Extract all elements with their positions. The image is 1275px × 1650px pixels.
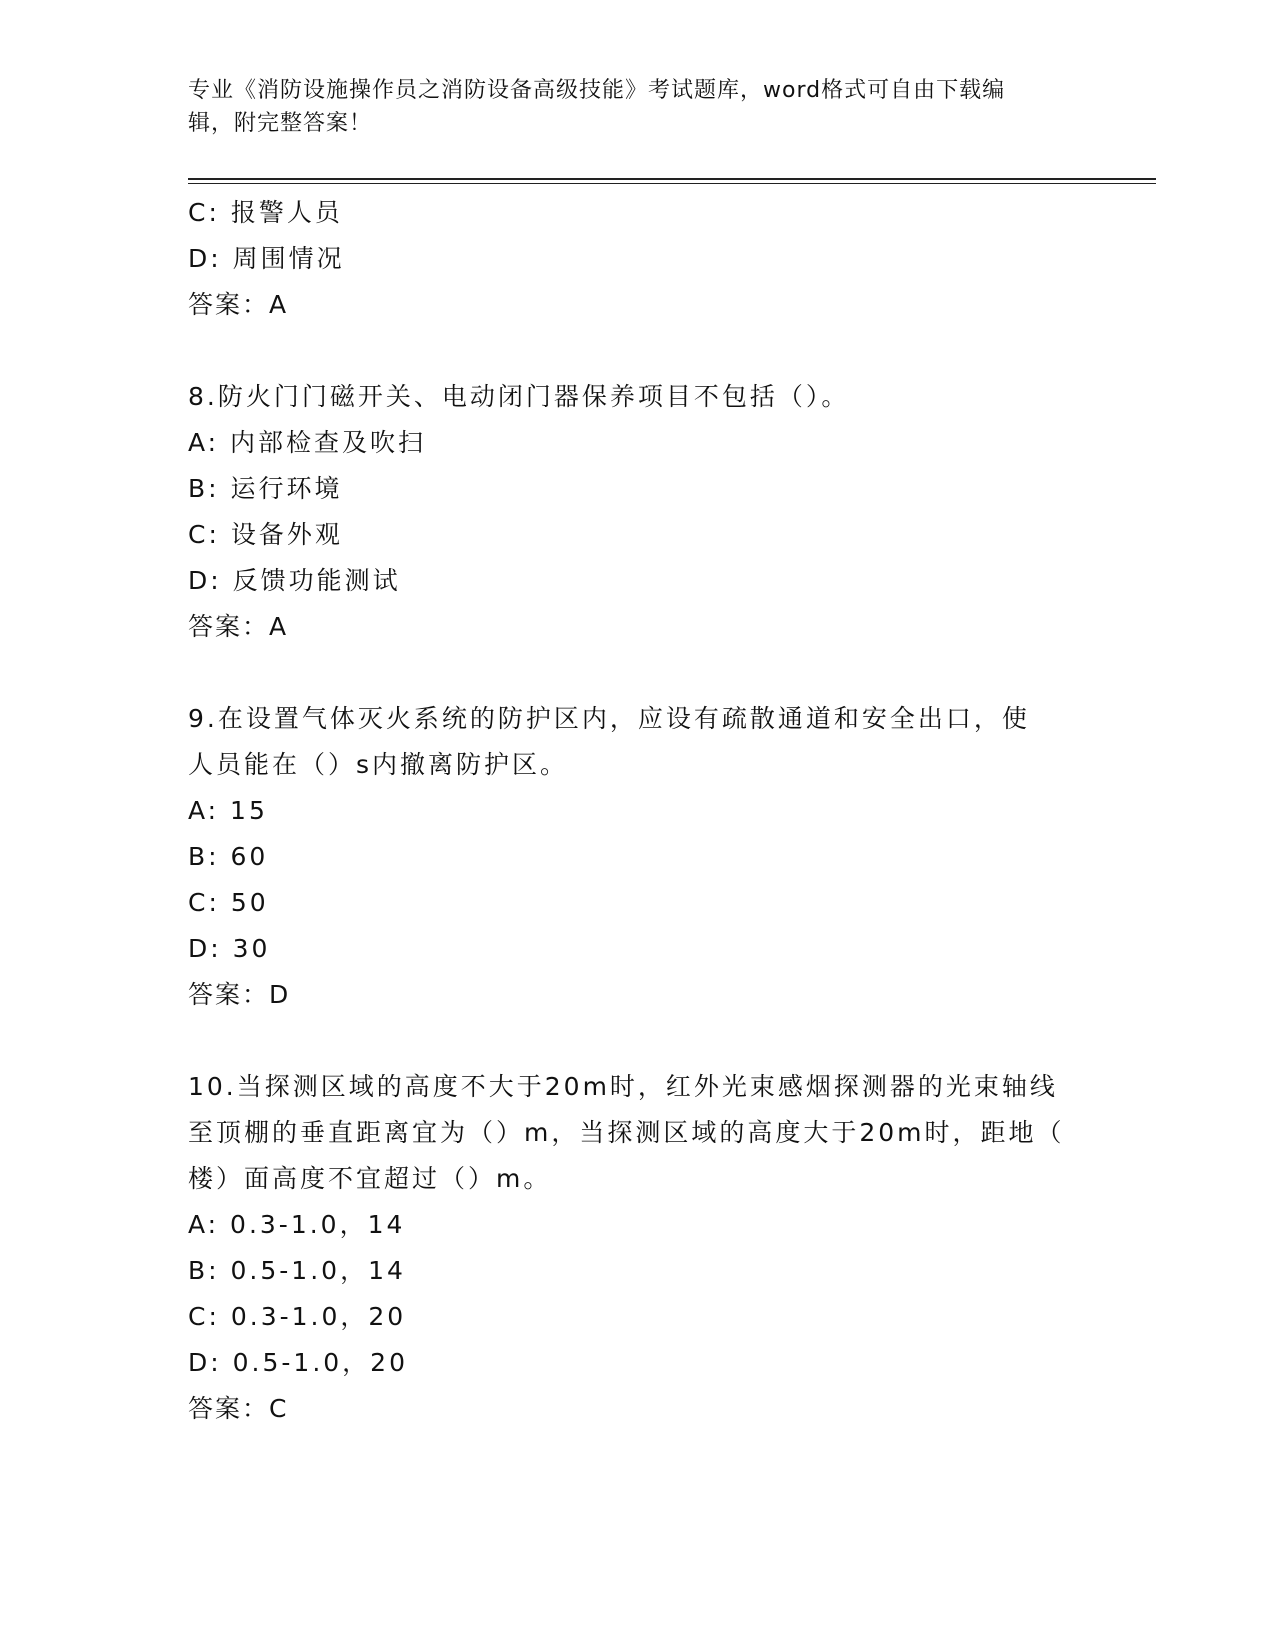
- option-label: D:: [188, 566, 222, 595]
- question-9: [188, 696, 1088, 1018]
- option-d: [188, 236, 1088, 282]
- option-label: C:: [188, 198, 220, 227]
- header-line-2: 辑，附完整答案！: [188, 111, 373, 136]
- option-text: 0.3-1.0，14: [230, 1210, 406, 1239]
- option-text: 15: [230, 796, 268, 825]
- option-label: B:: [188, 474, 220, 503]
- option-text: 设备外观: [230, 520, 343, 549]
- question-stem: 楼）面高度不宜超过（）m。: [188, 1164, 552, 1193]
- option-text: 50: [230, 888, 269, 917]
- option-text: 60: [230, 842, 269, 871]
- option-b: [188, 834, 1088, 880]
- question-stem: 至顶棚的垂直距离宜为（）m，当探测区域的高度大于20m时，距地（: [188, 1118, 1065, 1147]
- option-text: 0.5-1.0，14: [230, 1256, 406, 1285]
- document-header: [188, 74, 1068, 140]
- question-stem: 人员能在（）s内撤离防护区。: [188, 750, 569, 779]
- option-c: [188, 880, 1088, 926]
- option-a: [188, 1202, 1088, 1248]
- option-text: 内部检查及吹扫: [230, 428, 427, 457]
- question-10: [188, 1064, 1088, 1432]
- option-c: [188, 512, 1088, 558]
- option-d: [188, 926, 1088, 972]
- question-stem: 10.当探测区域的高度不大于20m时，红外光束感烟探测器的光束轴线: [188, 1072, 1058, 1101]
- option-d: [188, 1340, 1088, 1386]
- option-c: [188, 1294, 1088, 1340]
- question-8: [188, 374, 1088, 650]
- option-label: B:: [188, 842, 220, 871]
- question-stem: 8.防火门门磁开关、电动闭门器保养项目不包括（）。: [188, 382, 850, 411]
- option-label: A:: [188, 796, 220, 825]
- option-b: [188, 466, 1088, 512]
- option-label: B:: [188, 1256, 220, 1285]
- option-text: 报警人员: [230, 198, 343, 227]
- option-a: [188, 788, 1088, 834]
- option-label: D:: [188, 244, 222, 273]
- option-b: [188, 1248, 1088, 1294]
- answer-line: 答案：D: [188, 980, 291, 1009]
- option-text: 周围情况: [232, 244, 345, 273]
- header-line-1: 专业《消防设施操作员之消防设备高级技能》考试题库，word格式可自由下载编: [188, 78, 1006, 103]
- option-label: D:: [188, 934, 222, 963]
- option-text: 0.5-1.0，20: [232, 1348, 408, 1377]
- option-label: D:: [188, 1348, 222, 1377]
- option-text: 运行环境: [230, 474, 343, 503]
- option-label: C:: [188, 520, 220, 549]
- option-a: [188, 420, 1088, 466]
- option-label: C:: [188, 1302, 220, 1331]
- option-label: A:: [188, 1210, 220, 1239]
- prev-question-block: [188, 190, 1088, 328]
- header-divider-thin: [188, 183, 1156, 184]
- option-label: C:: [188, 888, 220, 917]
- option-c: [188, 190, 1088, 236]
- question-stem: 9.在设置气体灭火系统的防护区内，应设有疏散通道和安全出口，使: [188, 704, 1030, 733]
- option-d: [188, 558, 1088, 604]
- answer-line: 答案：C: [188, 1394, 289, 1423]
- question-content: [188, 190, 1088, 1432]
- answer-line: 答案：A: [188, 290, 289, 319]
- option-text: 0.3-1.0，20: [230, 1302, 407, 1331]
- option-label: A:: [188, 428, 220, 457]
- answer-line: 答案：A: [188, 612, 289, 641]
- option-text: 反馈功能测试: [232, 566, 401, 595]
- header-divider-thick: [188, 178, 1156, 180]
- option-text: 30: [232, 934, 271, 963]
